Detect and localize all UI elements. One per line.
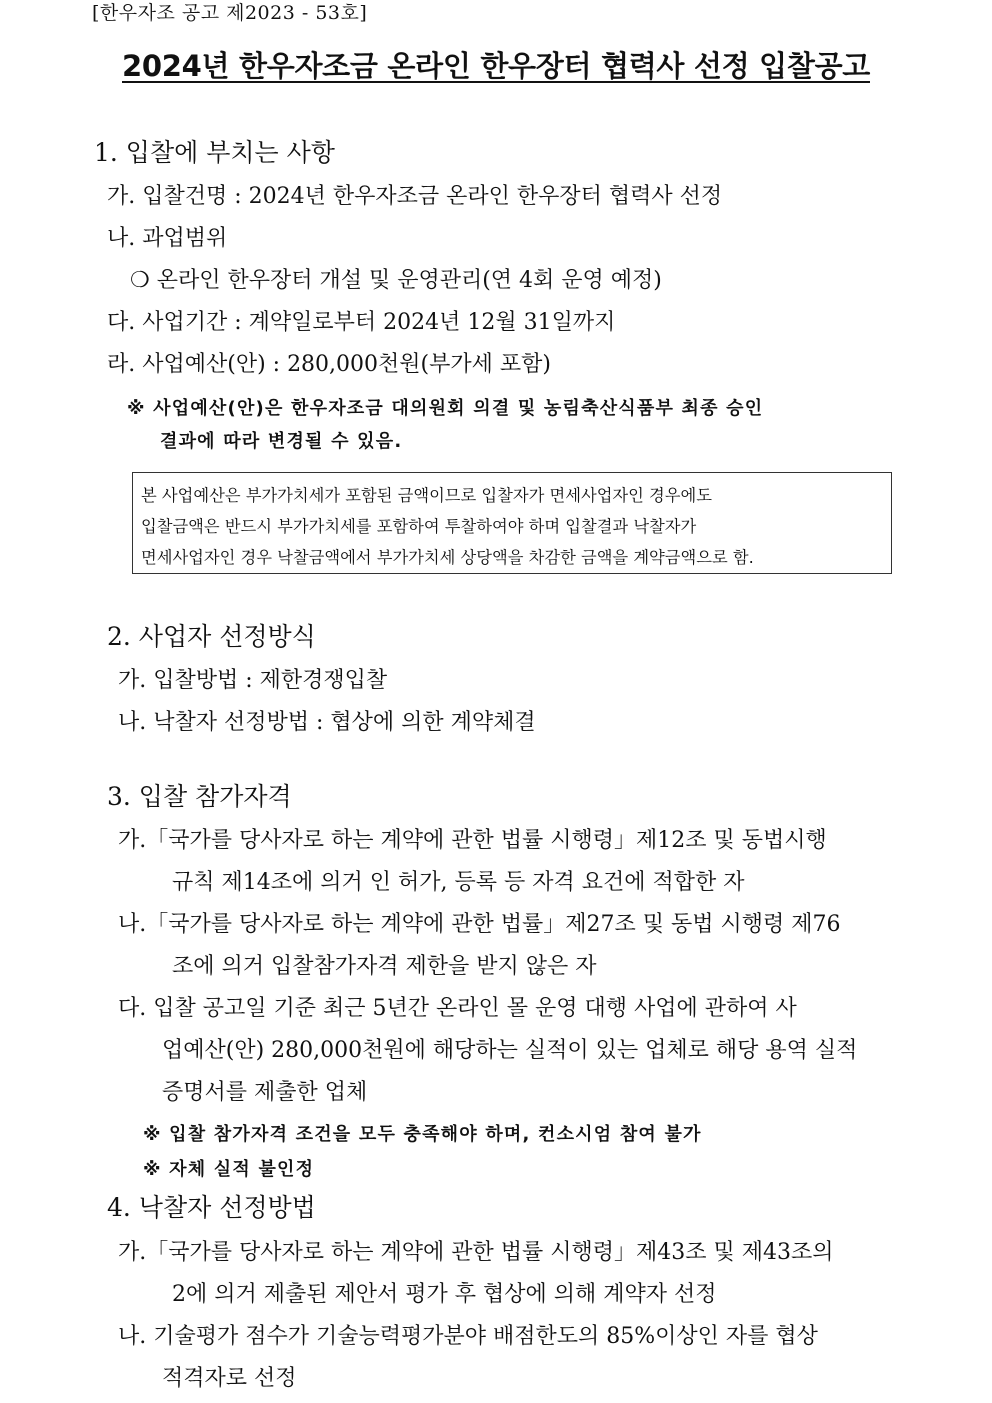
section3-ga-line2: 규칙 제14조에 의거 인 허가, 등록 등 자격 요건에 적합한 자 <box>172 870 745 895</box>
budget-note-line2: 결과에 따라 변경될 수 있음. <box>160 431 403 452</box>
notice-number: [한우자조 공고 제2023 - 53호] <box>92 2 368 24</box>
section3-note2: ※ 자체 실적 불인정 <box>143 1159 315 1180</box>
section3-da-line2: 업예산(안) 280,000천원에 해당하는 실적이 있는 업체로 해당 용역 실적 <box>162 1038 858 1063</box>
document-title: 2024년 한우자조금 온라인 한우장터 협력사 선정 입찰공고 <box>122 49 870 83</box>
section1-heading: 1. 입찰에 부치는 사항 <box>94 138 335 167</box>
section3-da-line3: 증명서를 제출한 업체 <box>162 1080 368 1105</box>
vat-notice-box <box>132 472 892 574</box>
section1-item-ga: 가. 입찰건명 : 2024년 한우자조금 온라인 한우장터 협력사 선정 <box>107 184 723 209</box>
section3-da-line1: 다. 입찰 공고일 기준 최근 5년간 온라인 몰 운영 대행 사업에 관하여 사 <box>118 996 797 1021</box>
section1-item-ra: 라. 사업예산(안) : 280,000천원(부가세 포함) <box>107 352 551 377</box>
scope-bullet: ❍ 온라인 한우장터 개설 및 운영관리(연 4회 운영 예정) <box>130 268 662 293</box>
section3-note1: ※ 입찰 참가자격 조건을 모두 충족해야 하며, 컨소시엄 참여 불가 <box>143 1124 702 1145</box>
section3-na-line2: 조에 의거 입찰참가자격 제한을 받지 않은 자 <box>172 954 597 979</box>
section3-na-line1: 나.「국가를 당사자로 하는 계약에 관한 법률」제27조 및 동법 시행령 제76 <box>118 912 841 937</box>
section4-heading: 4. 낙찰자 선정방법 <box>107 1193 316 1222</box>
section4-na-line2: 적격자로 선정 <box>162 1366 297 1391</box>
vat-notice-line3: 면세사업자인 경우 낙찰금액에서 부가가치세 상당액을 차감한 금액을 계약금액으로 함. <box>141 548 754 567</box>
vat-notice-line1: 본 사업예산은 부가가치세가 포함된 금액이므로 입찰자가 면세사업자인 경우에도 <box>141 486 712 505</box>
section4-na-line1: 나. 기술평가 점수가 기술능력평가분야 배점한도의 85%이상인 자를 협상 <box>118 1324 818 1349</box>
vat-notice-line2: 입찰금액은 반드시 부가가치세를 포함하여 투찰하여야 하며 입찰결과 낙찰자가 <box>141 517 697 536</box>
section4-ga-line1: 가.「국가를 당사자로 하는 계약에 관한 법률 시행령」제43조 및 제43조의 <box>118 1240 834 1265</box>
section4-ga-line2: 2에 의거 제출된 제안서 평가 후 협상에 의해 계약자 선정 <box>172 1282 717 1307</box>
section1-item-da: 다. 사업기간 : 계약일로부터 2024년 12월 31일까지 <box>107 310 616 335</box>
budget-note-line1: ※ 사업예산(안)은 한우자조금 대의원회 의결 및 농림축산식품부 최종 승인 <box>127 398 764 419</box>
section1-item-na: 나. 과업범위 <box>107 226 228 251</box>
section3-heading: 3. 입찰 참가자격 <box>107 782 292 811</box>
section3-ga-line1: 가.「국가를 당사자로 하는 계약에 관한 법률 시행령」제12조 및 동법시행 <box>118 828 827 853</box>
section2-item-na: 나. 낙찰자 선정방법 : 협상에 의한 계약체결 <box>118 710 536 735</box>
section2-heading: 2. 사업자 선정방식 <box>107 622 316 651</box>
section2-item-ga: 가. 입찰방법 : 제한경쟁입찰 <box>118 668 388 693</box>
